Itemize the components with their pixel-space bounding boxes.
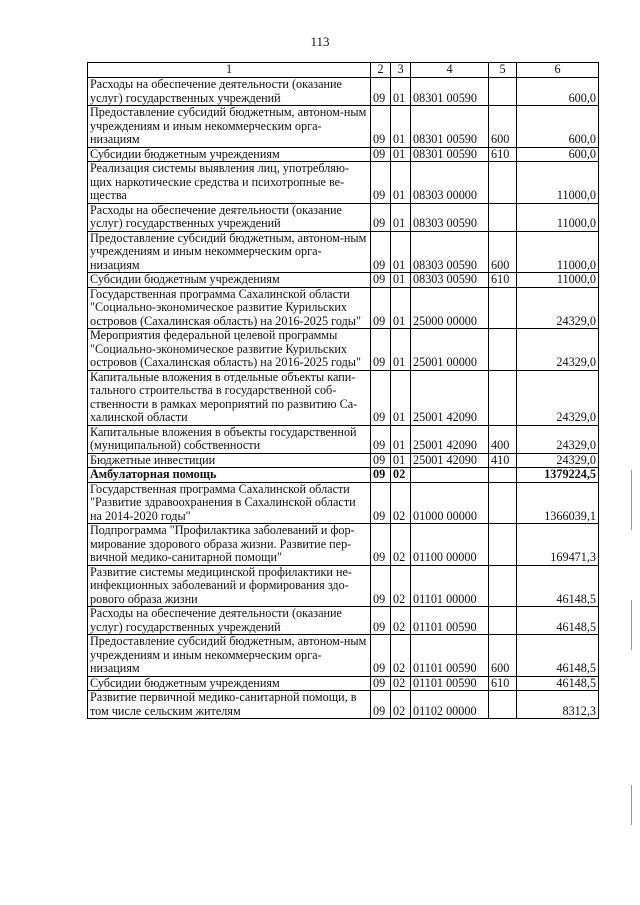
row-name-cell: Развитие первичной медико-санитарной помощи, в том числе сельским жителям [88,691,371,719]
row-name-cell: Реализация системы выявления лиц, употребляю-щих наркотические средства и психотропные ве-щества [88,162,371,204]
expense-type-cell: 600 [489,106,517,148]
row-name-cell: Государственная программа Сахалинской области "Социально-экономическое развитие Курильских островов (Сахалинская область) на 2016-2025 годы" [88,287,371,329]
target-code-cell: 08301 00590 [411,147,489,162]
target-code-cell: 08303 00590 [411,273,489,288]
table-row [88,329,599,371]
section-code-cell: 09 [371,691,391,719]
amount-cell: 8312,3 [517,691,599,719]
table-row [88,106,599,148]
subsection-code-cell: 02 [391,468,411,483]
target-code-cell: 01100 00000 [411,524,489,566]
section-code-cell: 09 [371,231,391,273]
expense-type-cell: 610 [489,676,517,691]
amount-cell: 46148,5 [517,635,599,677]
table-row [88,453,599,468]
amount-cell: 46148,5 [517,676,599,691]
amount-cell: 24329,0 [517,287,599,329]
row-name-cell: Расходы на обеспечение деятельности (оказание услуг) государственных учреждений [88,203,371,231]
expense-type-cell: 600 [489,231,517,273]
subsection-code-cell: 01 [391,273,411,288]
row-name-cell: Государственная программа Сахалинской области "Развитие здравоохранения в Сахалинской области на 2014-2020 годы" [88,482,371,524]
table-header-row [88,63,599,78]
margin-mark [631,785,632,825]
table-row [88,287,599,329]
row-name-cell: Субсидии бюджетным учреждениям [88,676,371,691]
expense-type-cell [489,370,517,425]
section-code-cell: 09 [371,425,391,453]
subsection-code-cell: 02 [391,482,411,524]
target-code-cell: 25001 00000 [411,329,489,371]
section-code-cell: 09 [371,162,391,204]
expense-type-cell: 400 [489,425,517,453]
target-code-cell: 01101 00590 [411,607,489,635]
row-name-cell: Капитальные вложения в отдельные объекты капи-тального строительства в государственной соб-ственности в рамках мероприятий по развитию Са-халинской области [88,370,371,425]
subsection-code-cell: 02 [391,635,411,677]
table-row [88,691,599,719]
subsection-code-cell: 01 [391,425,411,453]
margin-mark [631,470,632,530]
margin-mark [631,600,632,650]
column-header: 2 [371,63,391,78]
page-number: 113 [310,34,330,49]
amount-cell: 11000,0 [517,273,599,288]
subsection-code-cell: 02 [391,676,411,691]
section-code-cell: 09 [371,453,391,468]
row-name-cell: Предоставление субсидий бюджетным, автоном-ным учреждениям и иным некоммерческим орга-низациям [88,106,371,148]
row-name-cell: Мероприятия федеральной целевой программы "Социально-экономическое развитие Курильских островов (Сахалинская область) на 2016-2025 годы" [88,329,371,371]
amount-cell: 600,0 [517,147,599,162]
expense-type-cell [489,607,517,635]
target-code-cell: 25000 00000 [411,287,489,329]
subsection-code-cell: 01 [391,231,411,273]
expense-type-cell [489,468,517,483]
amount-cell: 24329,0 [517,453,599,468]
table-row [88,203,599,231]
amount-cell: 11000,0 [517,203,599,231]
column-header: 4 [411,63,489,78]
row-name-cell: Предоставление субсидий бюджетным, автоном-ным учреждениям и иным некоммерческим орга-низациям [88,231,371,273]
subsection-code-cell: 01 [391,147,411,162]
row-name-cell: Предоставление субсидий бюджетным, автоном-ным учреждениям и иным некоммерческим орга-низациям [88,635,371,677]
target-code-cell: 01000 00000 [411,482,489,524]
row-name-cell: Бюджетные инвестиции [88,453,371,468]
target-code-cell: 08303 00000 [411,162,489,204]
expense-type-cell: 610 [489,273,517,288]
table-row [88,524,599,566]
row-name-cell: Субсидии бюджетным учреждениям [88,273,371,288]
subsection-code-cell: 01 [391,203,411,231]
section-code-cell: 09 [371,203,391,231]
row-name-cell: Подпрограмма "Профилактика заболеваний и фор-мирование здорового образа жизни. Развитие пер-вичной медико-санитарной помощи" [88,524,371,566]
section-code-cell: 09 [371,78,391,106]
table-row [88,425,599,453]
amount-cell: 600,0 [517,106,599,148]
target-code-cell: 01101 00000 [411,565,489,607]
section-code-cell: 09 [371,287,391,329]
section-code-cell: 09 [371,635,391,677]
table-row [88,78,599,106]
row-name-cell: Капитальные вложения в объекты государственной (муниципальной) собственности [88,425,371,453]
table-row [88,468,599,483]
column-header: 6 [517,63,599,78]
subsection-code-cell: 01 [391,329,411,371]
amount-cell: 1366039,1 [517,482,599,524]
section-code-cell: 09 [371,607,391,635]
target-code-cell: 01102 00000 [411,691,489,719]
target-code-cell: 25001 42090 [411,453,489,468]
amount-cell: 11000,0 [517,231,599,273]
target-code-cell: 01101 00590 [411,635,489,677]
amount-cell: 169471,3 [517,524,599,566]
row-name-cell: Развитие системы медицинской профилактики не-инфекционных заболеваний и формирования здо-рового образа жизни [88,565,371,607]
expense-type-cell: 610 [489,147,517,162]
table-row [88,607,599,635]
table-row [88,565,599,607]
table-row [88,676,599,691]
expense-type-cell [489,203,517,231]
target-code-cell: 25001 42090 [411,425,489,453]
amount-cell: 24329,0 [517,425,599,453]
target-code-cell: 08303 00590 [411,231,489,273]
expense-type-cell [489,524,517,566]
amount-cell: 600,0 [517,78,599,106]
table-row [88,482,599,524]
section-code-cell: 09 [371,482,391,524]
subsection-code-cell: 01 [391,287,411,329]
target-code-cell: 08301 00590 [411,106,489,148]
row-name-cell: Расходы на обеспечение деятельности (оказание услуг) государственных учреждений [88,607,371,635]
row-name-cell: Расходы на обеспечение деятельности (оказание услуг) государственных учреждений [88,78,371,106]
expense-type-cell: 410 [489,453,517,468]
column-header: 5 [489,63,517,78]
subsection-code-cell: 01 [391,162,411,204]
subsection-code-cell: 02 [391,565,411,607]
target-code-cell: 25001 42090 [411,370,489,425]
expense-type-cell [489,329,517,371]
row-name-cell: Субсидии бюджетным учреждениям [88,147,371,162]
expense-type-cell [489,162,517,204]
table-row [88,231,599,273]
subsection-code-cell: 01 [391,106,411,148]
section-code-cell: 09 [371,524,391,566]
row-name-cell: Амбулаторная помощь [88,468,371,483]
amount-cell: 46148,5 [517,565,599,607]
column-header: 1 [88,63,371,78]
budget-table [87,62,599,719]
amount-cell: 24329,0 [517,329,599,371]
section-code-cell: 09 [371,147,391,162]
section-code-cell: 09 [371,468,391,483]
amount-cell: 11000,0 [517,162,599,204]
section-code-cell: 09 [371,329,391,371]
subsection-code-cell: 02 [391,524,411,566]
expense-type-cell [489,287,517,329]
target-code-cell: 08301 00590 [411,78,489,106]
table-row [88,162,599,204]
expense-type-cell [489,482,517,524]
target-code-cell: 01101 00590 [411,676,489,691]
subsection-code-cell: 01 [391,370,411,425]
table-row [88,635,599,677]
column-header: 3 [391,63,411,78]
expense-type-cell [489,78,517,106]
target-code-cell [411,468,489,483]
expense-type-cell: 600 [489,635,517,677]
table-row [88,273,599,288]
target-code-cell: 08303 00590 [411,203,489,231]
subsection-code-cell: 02 [391,607,411,635]
section-code-cell: 09 [371,565,391,607]
section-code-cell: 09 [371,273,391,288]
amount-cell: 24329,0 [517,370,599,425]
table-row [88,147,599,162]
section-code-cell: 09 [371,106,391,148]
section-code-cell: 09 [371,370,391,425]
subsection-code-cell: 01 [391,78,411,106]
expense-type-cell [489,565,517,607]
section-code-cell: 09 [371,676,391,691]
amount-cell: 1379224,5 [517,468,599,483]
table-row [88,370,599,425]
expense-type-cell [489,691,517,719]
subsection-code-cell: 02 [391,691,411,719]
amount-cell: 46148,5 [517,607,599,635]
subsection-code-cell: 01 [391,453,411,468]
